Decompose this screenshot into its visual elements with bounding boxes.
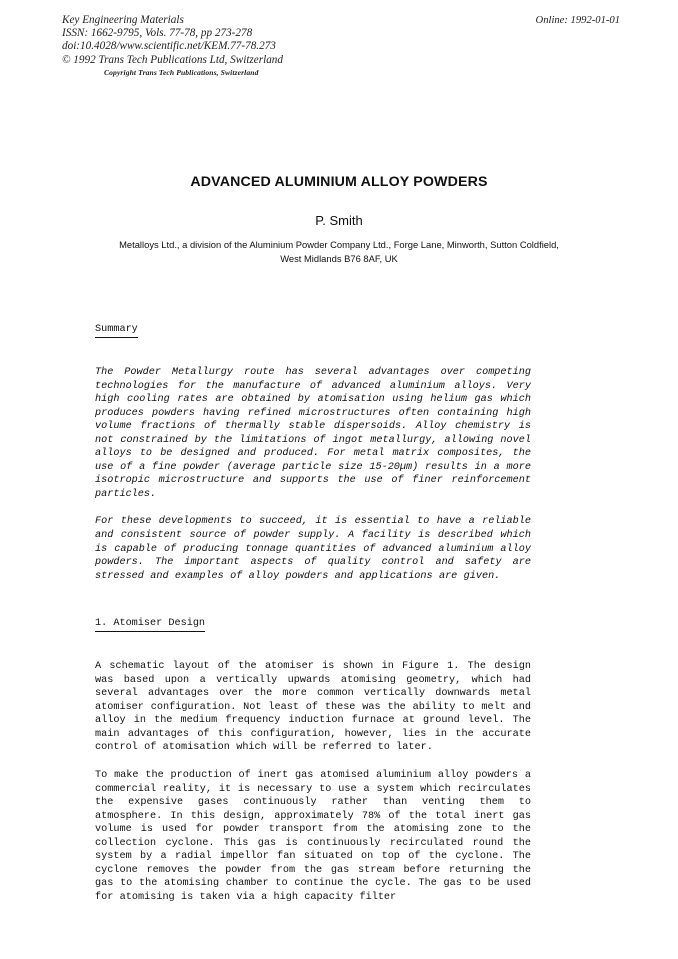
section1-heading-wrap [95,614,531,632]
copyright-line: © 1992 Trans Tech Publications Ltd, Switzerland [62,53,283,66]
publisher-metadata-block [62,14,283,67]
spacer [95,632,531,660]
author-affiliation [0,238,678,265]
publisher-header [62,14,620,77]
spacer [95,583,531,614]
summary-heading-wrap [95,320,531,338]
affiliation-line-1: Metalloys Ltd., a division of the Aluminium Powder Company Ltd., Forge Lane, Minworth, Sutton Coldfield, [119,239,559,250]
issn-line: ISSN: 1662-9795, Vols. 77-78, pp 273-278 [62,27,253,40]
spacer [95,338,531,366]
title-block [0,174,678,265]
summary-heading: Summary [95,323,138,338]
section1-heading: 1. Atomiser Design [95,617,205,632]
summary-paragraph-2: For these developments to succeed, it is essential to have a reliable and consistent source of powder supply. A facility is described which is capable of producing tonnage quantities of advanced aluminium alloy powders. The important aspects of quality control and safety are stressed and examples of alloy powders and applications are given. [95,516,531,582]
affiliation-line-2: West Midlands B76 8AF, UK [280,252,398,264]
online-date-label: Online: 1992-01-01 [535,15,620,26]
page-title: ADVANCED ALUMINIUM ALLOY POWDERS [190,174,488,190]
document-body [95,320,531,905]
copyright-stamp: Copyright Trans Tech Publications, Switzerland [104,67,259,77]
section1-paragraph-1: A schematic layout of the atomiser is shown in Figure 1. The design was based upon a vertically upwards atomising geometry, which had several advantages over the more common vertically downwards metal atomiser configuration. Not least of these was the ability to melt and alloy in the medium frequency induction furnace at ground level. The main advantages of this configuration, however, lies in the accurate control of atomisation which will be referred to later. [95,661,531,754]
publisher-header-row [62,14,620,67]
author-name: P. Smith [315,213,363,228]
spacer [95,501,531,515]
section1-paragraph-2: To make the production of inert gas atomised aluminium alloy powders a commercial reality, it is necessary to use a system which recirculates the expensive gases continuously rather than venting them to atmosphere. In this design, approximately 78% of the total inert gas volume is used for powder transport from the atomising zone to the collection cyclone. This gas is continuously recirculated round the system by a radial impellor fan situated on top of the cyclone. The cyclone removes the powder from the gas stream before returning the gas to the atomising chamber to continue the cycle. The gas to be used for atomising is taken via a high capacity filter [95,770,531,903]
doi-line[interactable]: doi:10.4028/www.scientific.net/KEM.77-78.273 [62,40,276,53]
journal-title: Key Engineering Materials [62,14,184,26]
summary-paragraph-1: The Powder Metallurgy route has several advantages over competing technologies for the manufacture of advanced aluminium alloys. Very high cooling rates are obtained by atomisation using helium gas which produces powders having refined microstructures often containing high volume fractions of thermally stable dispersoids. Alloy chemistry is not constrained by the limitations of ingot metallurgy, allowing novel alloys to be designed and produced. For metal matrix composites, the use of a fine powder (average particle size 15-20µm) results in a more isotropic microstructure and supports the use of finer reinforcement particles. [95,367,531,500]
spacer [95,755,531,769]
